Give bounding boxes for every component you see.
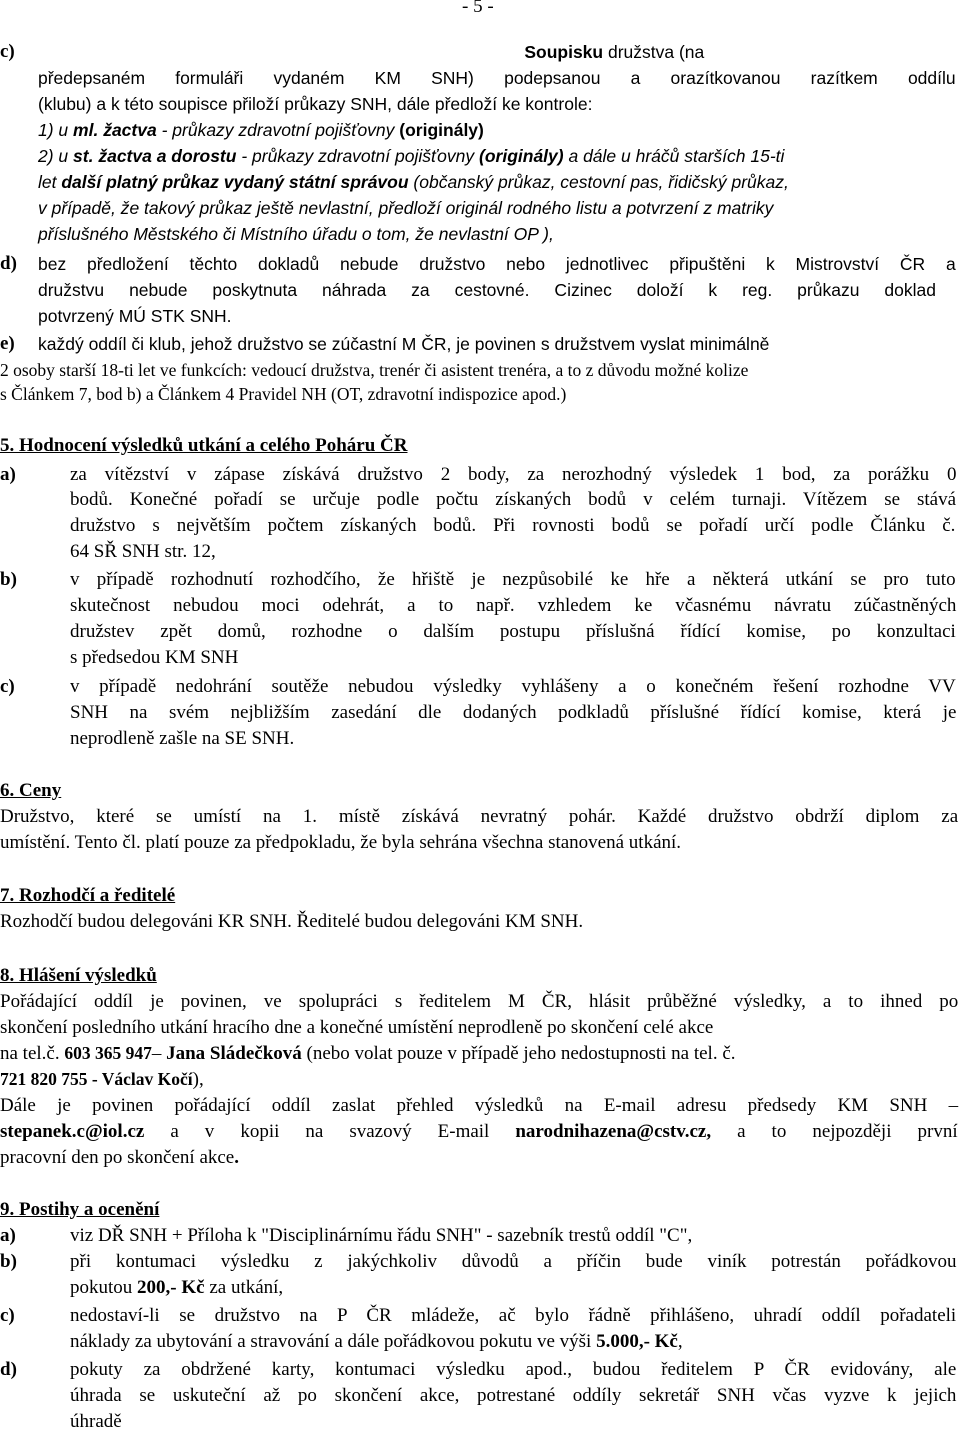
section-5-heading: 5. Hodnocení výsledků utkání a celého Poháru ČR: [0, 435, 408, 456]
s8-line-1: Pořádající oddíl je povinen, ve spolupráci s ředitelem M ČR, hlásit průběžné výsledky, a to ihned po: [0, 991, 959, 1012]
s9-a-line-1: viz DŘ SNH + Příloha k "Disciplinárnímu řádu SNH" - sazebník trestů oddíl "C",: [70, 1225, 693, 1246]
item-c-line-8: příslušného Městského či Místního úřadu o tom, že nevlastní OP ),: [38, 224, 554, 244]
s5-a-label: a): [0, 464, 16, 485]
s5-c-line-1: v případě nedohrání soutěže nebudou výsledky vyhlášeny a o konečném řešení rozhodne VV: [70, 676, 956, 697]
item-c-line-2: předepsaném formuláři vydaném KM SNH) podepsanou a orazítkovanou razítkem oddílu: [38, 68, 956, 88]
s9-c-label: c): [0, 1305, 15, 1326]
s6-line-2: umístění. Tento čl. platí pouze za předpokladu, že byla sehrána všechna stanovená utkání.: [0, 832, 682, 853]
s9-c-line-1: nedostaví-li se družstvo na P ČR mládeže, ač bylo řádně přihlášeno, uhradí oddíl pořadateli: [70, 1305, 957, 1326]
s5-c-label: c): [0, 676, 15, 697]
s8-line-7: pracovní den po skončení akce.: [0, 1147, 239, 1168]
s9-b-line-1: při kontumaci výsledku z jakýchkoliv důvodů a příčin bude viník potrestán pořádkovou: [70, 1251, 957, 1272]
s5-a-line-1: za vítězství v zápase získává družstvo 2 body, za nerozhodný výsledek 1 bod, za porážku 0: [70, 464, 957, 485]
s9-a-label: a): [0, 1225, 16, 1246]
page-number: - 5 -: [462, 0, 494, 17]
item-c-line-3: (klubu) a k této soupisce přiloží průkazy SNH, dále předloží ke kontrole:: [38, 94, 593, 114]
item-c-line-5: 2) u st. žactva a dorostu - průkazy zdravotní pojišťovny (originály) a dále u hráčů starších 15-ti: [38, 146, 785, 166]
s5-c-line-2: SNH na svém nejbližším zasedání dle dodaných podkladů příslušné řídící komise, která je: [70, 702, 957, 723]
item-e-line-2: 2 osoby starší 18-ti let ve funkcích: vedoucí družstva, trenér či asistent trenéra, a to z důvodu možné kolize: [0, 360, 749, 380]
s8-line-6: stepanek.c@iol.cz a v kopii na svazový E-mail narodnihazena@cstv.cz, a to nejpozději první: [0, 1121, 958, 1142]
s5-a-line-2: bodů. Konečné pořadí se určuje podle počtu získaných bodů v celém turnaji. Vítězem se stává: [70, 489, 957, 510]
item-c-line-6: let další platný průkaz vydaný státní správou (občanský průkaz, cestovní pas, řidičský průkaz,: [38, 172, 789, 192]
s9-b-label: b): [0, 1251, 17, 1272]
s5-b-label: b): [0, 569, 17, 590]
s8-line-5: Dále je povinen pořádající oddíl zaslat přehled výsledků na E-mail adresu předsedy KM SNH –: [0, 1095, 959, 1116]
s9-d-line-2: úhrada se uskuteční až po skončení akce, potrestané oddíly sekretář SNH včas vyzve k jejich: [70, 1385, 957, 1406]
s9-d-line-3: úhradě: [70, 1411, 122, 1432]
s5-a-line-4: 64 SŘ SNH str. 12,: [70, 541, 216, 562]
s5-b-line-3: družstev zpět domů, rozhodne o dalším postupu příslušná řídící komise, po konzultaci: [70, 621, 956, 642]
s5-b-line-1: v případě rozhodnutí rozhodčího, že hřiště je nezpůsobilé ke hře a některá utkání se pro tuto: [70, 569, 956, 590]
section-9-heading: 9. Postihy a ocenění: [0, 1199, 160, 1220]
s8-line-4: 721 820 755 - Václav Kočí),: [0, 1069, 204, 1090]
item-c-line-1-full: Soupisku družstva (na: [524, 42, 705, 62]
item-d-line-3: potvrzený MÚ STK SNH.: [38, 306, 232, 326]
item-d-line-2: družstvu nebude poskytnuta náhrada za cestovné. Cizinec doloží k reg. průkazu doklad: [38, 280, 936, 300]
item-e-line-3: s Článkem 7, bod b) a Článkem 4 Pravidel NH (OT, zdravotní indispozice apod.): [0, 384, 567, 404]
s9-d-label: d): [0, 1359, 17, 1380]
s7-line-1: Rozhodčí budou delegováni KR SNH. Ředitelé budou delegováni KM SNH.: [0, 911, 584, 932]
s5-a-line-3: družstvo s největším počtem získaných bodů. Při rovnosti bodů se pořadí určí podle Článku č.: [70, 515, 956, 536]
s9-b-line-2: pokutou 200,- Kč za utkání,: [70, 1277, 284, 1298]
item-c-line-4: 1) u ml. žactva - průkazy zdravotní pojišťovny (originály): [38, 120, 484, 140]
section-6-heading: 6. Ceny: [0, 780, 62, 801]
section-8-heading: 8. Hlášení výsledků: [0, 965, 157, 986]
s5-c-line-3: neprodleně zašle na SE SNH.: [70, 728, 295, 749]
item-e-label: e): [0, 333, 15, 354]
s8-line-2: skončení posledního utkání hracího dne a konečné umístění neprodleně po skončení celé akce: [0, 1017, 714, 1038]
s6-line-1: Družstvo, které se umístí na 1. místě získává nevratný pohár. Každé družstvo obdrží diplom za: [0, 806, 959, 827]
s5-b-line-4: s předsedou KM SNH: [70, 647, 239, 668]
item-c-line-7: v případě, že takový průkaz ještě nevlastní, předloží originál rodného listu a potvrzení z matriky: [38, 198, 774, 218]
item-d-line-1: bez předložení těchto dokladů nebude družstvo nebo jednotlivec připuštěni k Mistrovství ČR a: [38, 254, 956, 274]
item-c-label: c): [0, 41, 15, 62]
item-d-label: d): [0, 253, 17, 274]
item-e-line-1: každý oddíl či klub, jehož družstvo se zúčastní M ČR, je povinen s družstvem vyslat minimálně: [38, 334, 770, 354]
s8-line-3: na tel.č. 603 365 947– Jana Sládečková (nebo volat pouze v případě jeho nedostupnosti na tel. č.: [0, 1043, 736, 1064]
s9-d-line-1: pokuty za obdržené karty, kontumaci výsledku apod., budou ředitelem P ČR evidovány, ale: [70, 1359, 957, 1380]
section-7-heading: 7. Rozhodčí a ředitelé: [0, 885, 176, 906]
s9-c-line-2: náklady za ubytování a stravování a dále pořádkovou pokutu ve výši 5.000,- Kč,: [70, 1331, 683, 1352]
s5-b-line-2: skutečnost nebudou moci odehrát, a to např. vzhledem ke včasnému návratu zúčastněných: [70, 595, 957, 616]
